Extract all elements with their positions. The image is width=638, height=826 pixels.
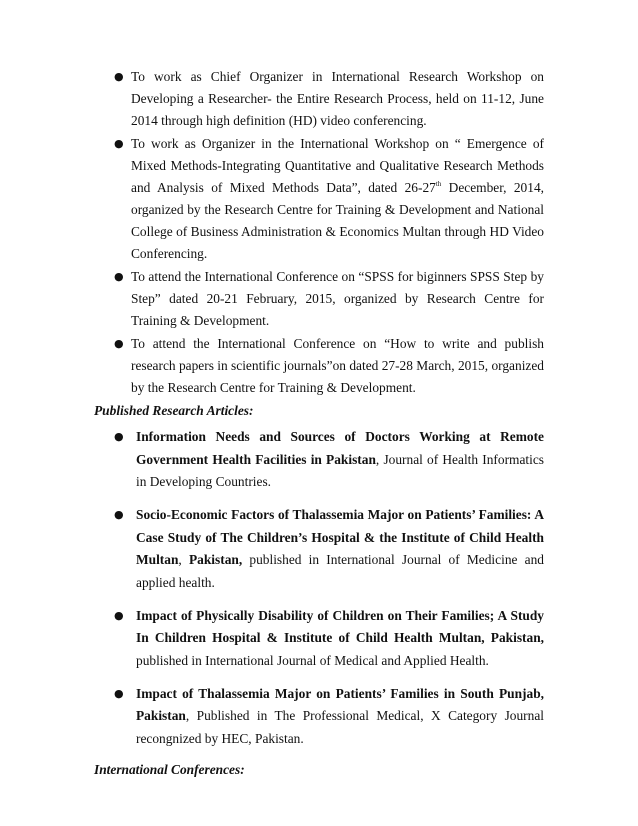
item-text-continued: December, 2014, organized by the Research Centre for Training & Development and National College of Business Administration & Economics Multan through HD Video Conferencing. <box>131 180 544 261</box>
list-item <box>94 426 544 494</box>
bullet-icon: ● <box>114 270 124 283</box>
article-details: , Published in The Professional Medical, X Category Journal recongnized by HEC, Pakistan. <box>136 708 544 746</box>
list-item <box>94 66 544 132</box>
section-heading-published-articles: Published Research Articles: <box>94 403 254 418</box>
bullet-icon: ● <box>114 337 124 350</box>
item-text: To attend the International Conference on “How to write and publish research papers in scientific journals”on dated 27-28 March, 2015, organized by the Research Centre for Training & Development. <box>131 336 544 395</box>
item-text: To work as Organizer in the International Workshop on “ Emergence of Mixed Methods-Integrating Quantitative and Qualitative Research Methods and Analysis of Mixed Methods Data”, dated 26-27 <box>131 136 544 195</box>
activities-list <box>94 66 544 399</box>
article-details: published in International Journal of Medicine and applied health. <box>136 552 544 590</box>
list-item <box>94 133 544 265</box>
bullet-icon: ● <box>114 430 124 443</box>
article-title: Socio-Economic Factors of Thalassemia Major on Patients’ Families: A Case Study of The Children’s Hospital & the Institute of Child Health Multan <box>136 507 544 567</box>
article-title-country: Pakistan, <box>188 552 243 567</box>
article-details: published in International Journal of Medical and Applied Health. <box>136 652 489 668</box>
article-title: Information Needs and Sources of Doctors Working at Remote Government Health Facilities in Pakistan <box>136 429 544 467</box>
article-title: Impact of Physically Disability of Children on Their Families; A Study In Children Hospital & Institute of Child Health Multan, Pakistan, <box>136 607 544 645</box>
superscript: th <box>435 180 442 188</box>
section-heading-international-conferences: International Conferences: <box>94 761 245 777</box>
list-item <box>94 605 544 673</box>
list-item <box>94 683 544 751</box>
list-item <box>94 266 544 332</box>
bullet-icon: ● <box>114 508 124 521</box>
bullet-icon: ● <box>114 137 124 150</box>
bullet-icon: ● <box>114 608 124 622</box>
articles-list <box>94 426 544 750</box>
bullet-icon: ● <box>114 70 124 83</box>
item-text: To work as Chief Organizer in International Research Workshop on Developing a Researcher- the Entire Research Process, held on 11-12, June 2014 through high definition (HD) video conferencing. <box>131 69 544 128</box>
article-details: , Journal of Health Informatics in Developing Countries. <box>136 451 544 489</box>
bullet-icon: ● <box>114 686 124 700</box>
article-separator: , <box>178 552 189 567</box>
list-item <box>94 333 544 399</box>
item-text: To attend the International Conference on “SPSS for biginners SPSS Step by Step” dated 20-21 February, 2015, organized by Research Centre for Training & Development. <box>131 269 544 328</box>
list-item <box>94 504 544 594</box>
article-title: Impact of Thalassemia Major on Patients’ Families in South Punjab, Pakistan <box>136 685 544 723</box>
